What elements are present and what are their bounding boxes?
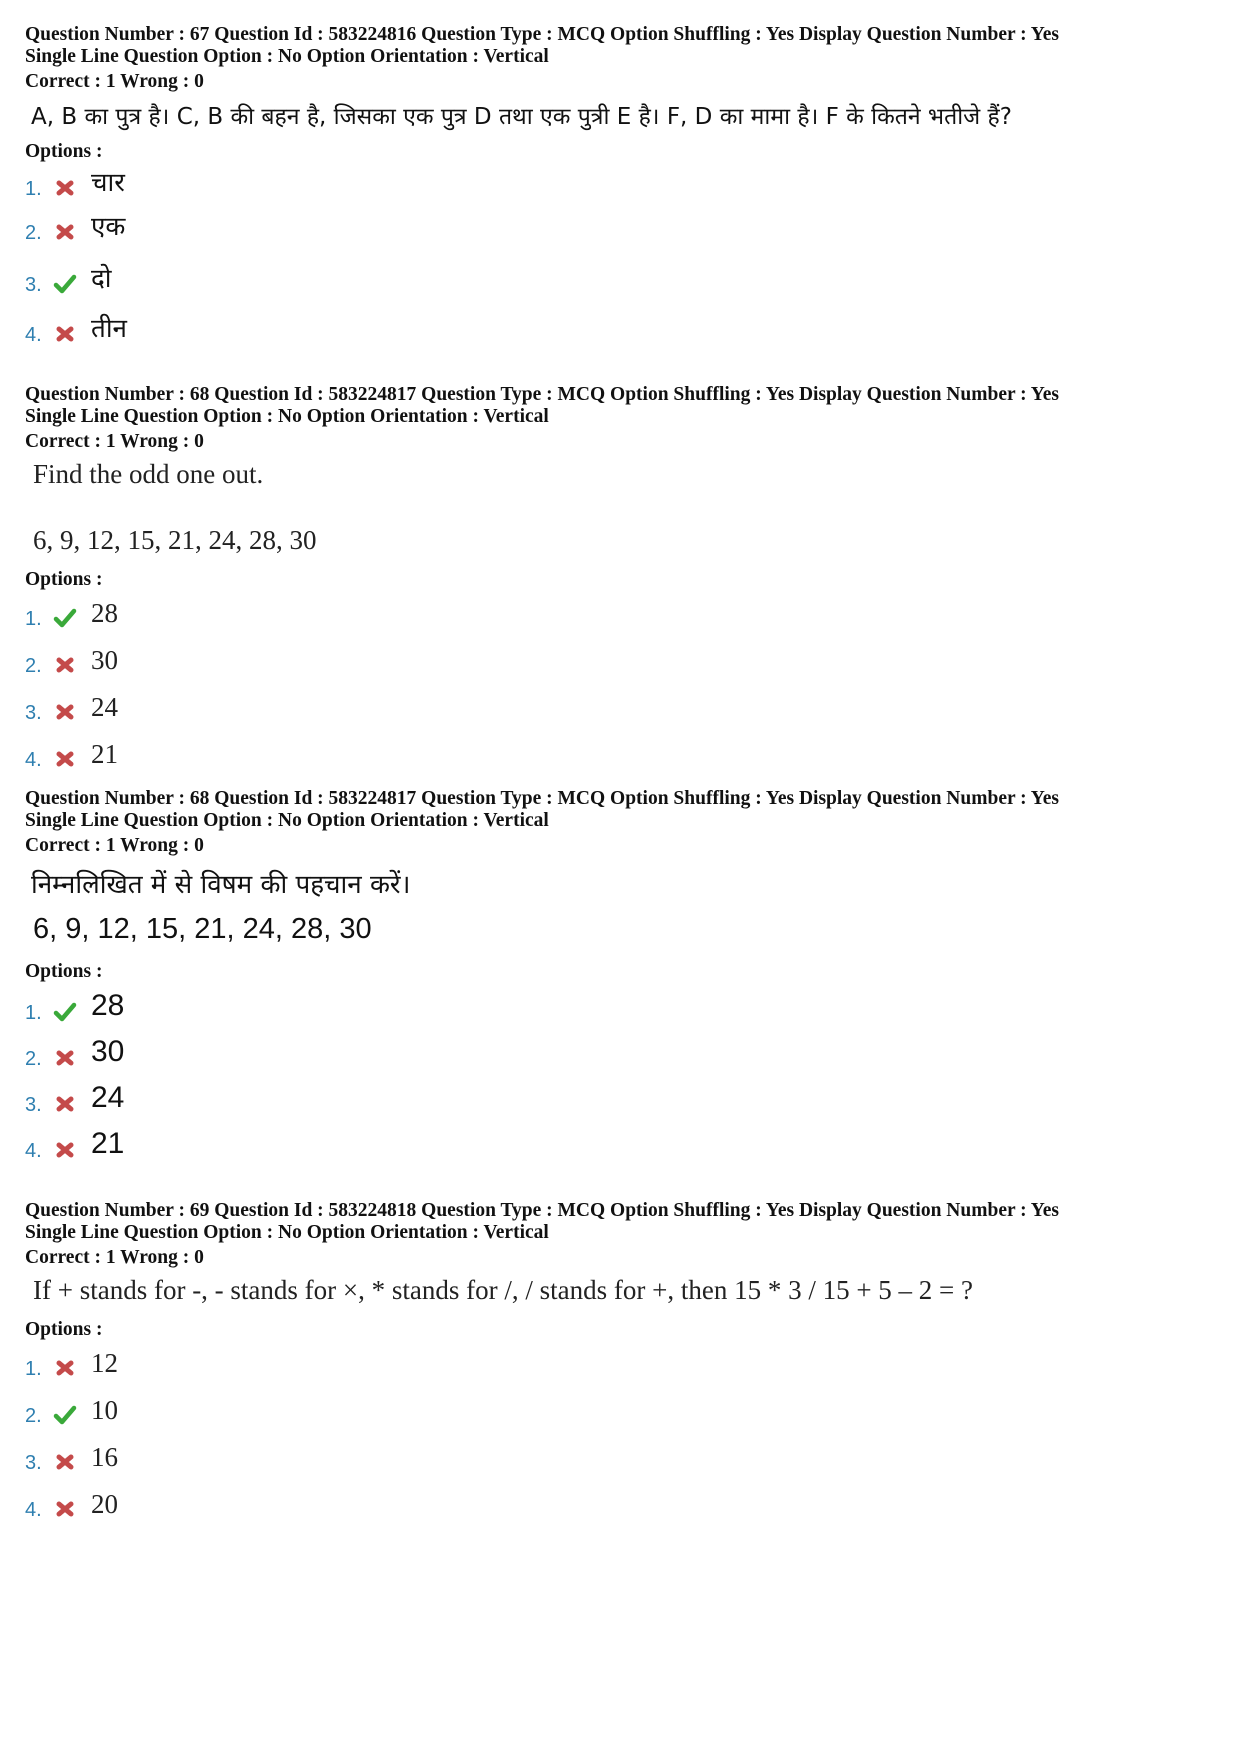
correct-icon [53, 1001, 77, 1023]
options-label: Options : [25, 961, 103, 982]
options-list [25, 1341, 1215, 1528]
option-3[interactable] [25, 1077, 1215, 1123]
option-text: 21 [91, 1127, 125, 1160]
marks-info: Correct : 1 Wrong : 0 [25, 431, 204, 452]
number-series: 6, 9, 12, 15, 21, 24, 28, 30 [33, 913, 372, 945]
wrong-icon [53, 1498, 77, 1520]
option-number: 3. [25, 702, 42, 724]
question-block-68-en [25, 384, 1215, 788]
wrong-icon [53, 1451, 77, 1473]
question-meta-line1: Question Number : 67 Question Id : 583224816 Question Type : MCQ Option Shuffling : Yes Display Question Number : Yes [25, 24, 1059, 45]
options-label: Options : [25, 1319, 103, 1340]
option-text: 12 [91, 1348, 118, 1378]
option-2[interactable] [25, 1387, 1215, 1434]
options-label: Options : [25, 141, 103, 162]
question-meta-line1: Question Number : 68 Question Id : 583224817 Question Type : MCQ Option Shuffling : Yes Display Question Number : Yes [25, 384, 1059, 405]
correct-icon [53, 607, 77, 629]
option-3[interactable] [25, 684, 1215, 731]
options-label: Options : [25, 569, 103, 590]
question-text: A, B का पुत्र है। C, B की बहन है, जिसका एक पुत्र D तथा एक पुत्री E है। F, D का मामा है। F के कितने भतीजे हैं? [31, 104, 1012, 130]
question-meta-line1: Question Number : 68 Question Id : 583224817 Question Type : MCQ Option Shuffling : Yes Display Question Number : Yes [25, 788, 1059, 809]
question-meta-line2: Single Line Question Option : No Option Orientation : Vertical [25, 46, 549, 67]
option-text: 21 [91, 739, 118, 769]
marks-info: Correct : 1 Wrong : 0 [25, 835, 204, 856]
option-4[interactable] [25, 1481, 1215, 1528]
option-text: 30 [91, 1035, 125, 1068]
option-text: 24 [91, 1081, 125, 1114]
option-text: 10 [91, 1395, 118, 1425]
option-1[interactable] [25, 1341, 1215, 1387]
option-2[interactable] [25, 637, 1215, 684]
wrong-icon [53, 1139, 77, 1161]
options-list [25, 591, 1215, 778]
wrong-icon [53, 221, 77, 243]
option-number: 4. [25, 749, 42, 771]
correct-icon [53, 273, 77, 295]
wrong-icon [53, 701, 77, 723]
option-number: 3. [25, 1094, 42, 1116]
option-1[interactable] [25, 591, 1215, 637]
option-text: 16 [91, 1442, 118, 1472]
option-number: 1. [25, 608, 42, 630]
option-4[interactable] [25, 1123, 1215, 1169]
option-2[interactable] [25, 1031, 1215, 1077]
question-block-68-hi [25, 788, 1215, 1200]
option-number: 1. [25, 1358, 42, 1380]
option-text: चार [91, 168, 125, 198]
option-1[interactable] [25, 983, 1215, 1031]
option-text: दो [91, 264, 112, 294]
question-paper [25, 24, 1215, 1560]
question-text: निम्नलिखित में से विषम की पहचान करें। [31, 870, 411, 900]
option-number: 3. [25, 1452, 42, 1474]
marks-info: Correct : 1 Wrong : 0 [25, 1247, 204, 1268]
option-number: 2. [25, 655, 42, 677]
option-number: 2. [25, 222, 42, 244]
wrong-icon [53, 1357, 77, 1379]
question-meta-line2: Single Line Question Option : No Option Orientation : Vertical [25, 406, 549, 427]
question-meta-line1: Question Number : 69 Question Id : 583224818 Question Type : MCQ Option Shuffling : Yes Display Question Number : Yes [25, 1200, 1059, 1221]
option-number: 4. [25, 1140, 42, 1162]
number-series: 6, 9, 12, 15, 21, 24, 28, 30 [33, 525, 317, 555]
option-3[interactable] [25, 251, 1215, 303]
option-number: 4. [25, 324, 42, 346]
option-text: 28 [91, 598, 118, 628]
wrong-icon [53, 323, 77, 345]
option-number: 4. [25, 1499, 42, 1521]
option-number: 1. [25, 1002, 42, 1024]
question-block-67 [25, 24, 1215, 384]
correct-icon [53, 1404, 77, 1426]
wrong-icon [53, 748, 77, 770]
option-1[interactable] [25, 163, 1215, 207]
option-4[interactable] [25, 731, 1215, 778]
option-text: एक [91, 212, 126, 242]
option-number: 3. [25, 274, 42, 296]
question-meta-line2: Single Line Question Option : No Option Orientation : Vertical [25, 810, 549, 831]
wrong-icon [53, 1047, 77, 1069]
question-meta-line2: Single Line Question Option : No Option Orientation : Vertical [25, 1222, 549, 1243]
option-number: 2. [25, 1048, 42, 1070]
option-number: 1. [25, 178, 42, 200]
option-2[interactable] [25, 207, 1215, 251]
question-block-69 [25, 1200, 1215, 1560]
wrong-icon [53, 177, 77, 199]
question-text: Find the odd one out. [33, 459, 264, 489]
option-text: तीन [91, 314, 127, 344]
options-list [25, 983, 1215, 1169]
wrong-icon [53, 1093, 77, 1115]
options-list [25, 163, 1215, 353]
option-4[interactable] [25, 303, 1215, 353]
question-text: If + stands for -, - stands for ×, * stands for /, / stands for +, then 15 * 3 / 15 + 5 – 2 = ? [33, 1275, 974, 1305]
wrong-icon [53, 654, 77, 676]
option-text: 20 [91, 1489, 118, 1519]
marks-info: Correct : 1 Wrong : 0 [25, 71, 204, 92]
option-3[interactable] [25, 1434, 1215, 1481]
option-text: 24 [91, 692, 118, 722]
option-text: 30 [91, 645, 118, 675]
option-text: 28 [91, 989, 125, 1022]
option-number: 2. [25, 1405, 42, 1427]
